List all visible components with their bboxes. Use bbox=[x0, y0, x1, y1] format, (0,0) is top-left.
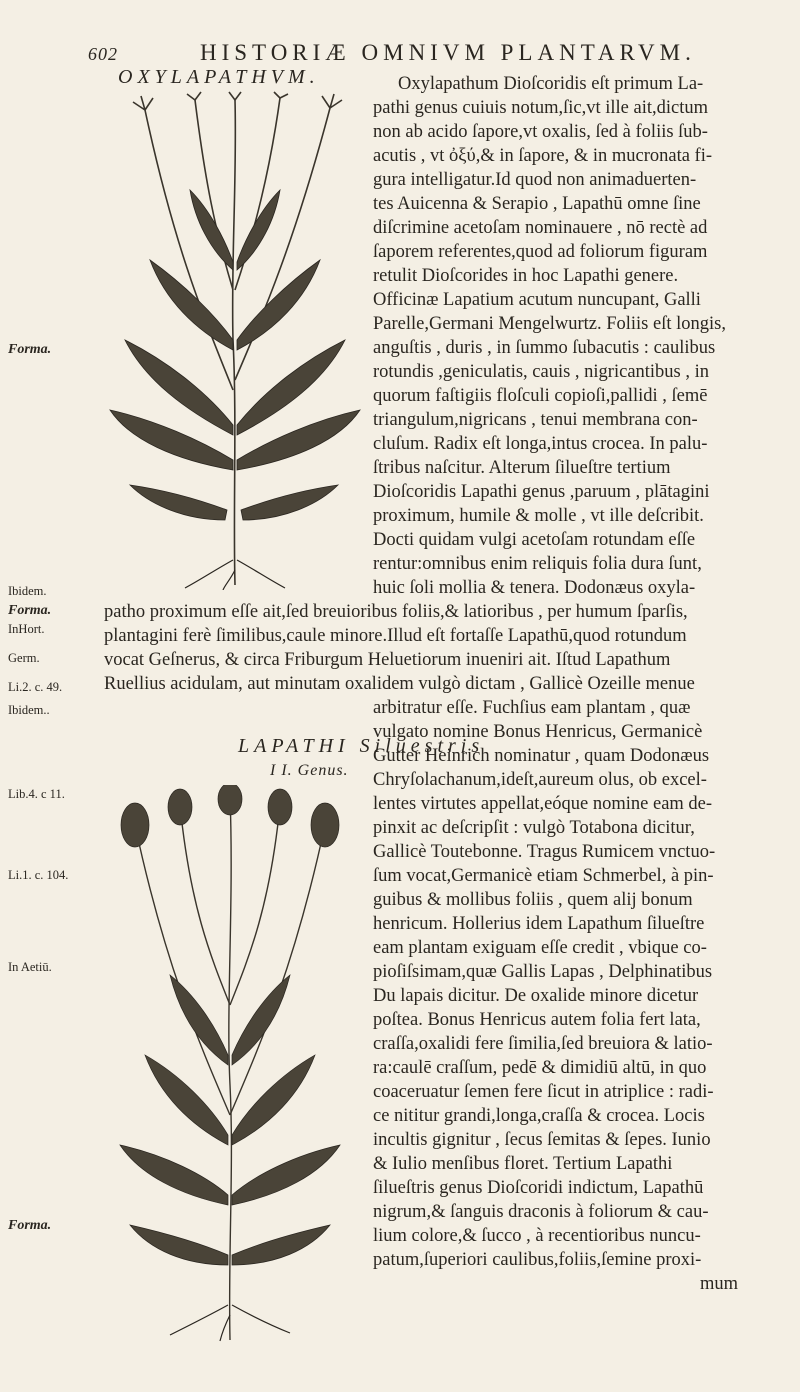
text-line: eam plantam exiguam eſſe credit , vbique co- bbox=[373, 938, 707, 958]
margin-note-forma-1: Forma. bbox=[8, 342, 52, 357]
text-line: arbitratur eſſe. Fuchſius eam plantam , quæ bbox=[373, 698, 691, 718]
text-line: Ruellius acidulam, aut minutam oxalidem vulgò dictam , Gallicè Ozeille menue bbox=[104, 674, 695, 694]
text-line: anguſtis , duris , in ſummo ſubacutis : caulibus bbox=[373, 338, 716, 358]
figure-caption-lapathi: LAPATHI Siluestris bbox=[238, 735, 485, 757]
text-line: Gallicè Toutebonne. Tragus Rumicem vnctuo- bbox=[373, 842, 716, 862]
text-line: Chryſolachanum,ideſt,aureum olus, ob excel- bbox=[373, 770, 707, 790]
margin-note-li1: Li.1. c. 104. bbox=[8, 868, 69, 882]
text-line: retulit Dioſcorides in hoc Lapathi genere. bbox=[373, 266, 679, 286]
margin-note-li2: Li.2. c. 49. bbox=[8, 680, 63, 694]
text-line: & Iulio menſibus floret. Tertium Lapathi bbox=[373, 1154, 673, 1174]
figure-caption-genus: I I. Genus. bbox=[270, 762, 349, 779]
text-line: lentes virtutes appellat,eóque nomine eam de- bbox=[373, 794, 713, 814]
text-line: diſcrimine acetoſam nominauere , nō rectè ad bbox=[373, 218, 708, 238]
text-line: acutis , vt ὀξύ,& in ſapore, & in mucronata fi- bbox=[373, 146, 713, 166]
text-line: ſtribus naſcitur. Alterum ſilueſtre tertium bbox=[373, 458, 671, 478]
text-line: lium colore,& ſucco , à recentioribus nuncu- bbox=[373, 1226, 701, 1246]
text-line: incultis gignitur , ſecus ſemitas & ſepes. Iunio bbox=[373, 1130, 711, 1150]
text-line: cluſum. Radix eſt longa,intus crocea. In palu- bbox=[373, 434, 708, 454]
margin-note-forma-3: Forma. bbox=[8, 1218, 52, 1233]
lapathi-siluestris-woodcut bbox=[110, 785, 350, 1345]
text-line: Dioſcoridis Lapathi genus ,paruum , plātagini bbox=[373, 482, 710, 502]
text-line: craſſa,oxalidi fere ſimilia,ſed breuiora & latio- bbox=[373, 1034, 713, 1054]
text-line: huic ſoli mollia & tenera. Dodonæus oxyla- bbox=[373, 578, 696, 598]
text-line: Gutter Heinrich nominatur , quam Dodonæus bbox=[373, 746, 710, 766]
text-line: guibus & mollibus foliis , quem alij bonum bbox=[373, 890, 693, 910]
text-line: quorum faſtigiis floſculi copioſi,pallidi , ſemē bbox=[373, 386, 708, 406]
running-title: HISTORIÆ OMNIVM PLANTARVM. bbox=[200, 40, 696, 65]
margin-note-lib4: Lib.4. c 11. bbox=[8, 787, 65, 801]
text-line: vocat Geſnerus, & circa Friburgum Heluetiorum inueniri ait. Iſtud Lapathum bbox=[104, 650, 671, 670]
margin-note-ibidem-1: Ibidem. bbox=[8, 584, 47, 598]
text-line: Du lapais dicitur. De oxalide minore dicetur bbox=[373, 986, 699, 1006]
margin-note-inhort: InHort. bbox=[8, 622, 45, 636]
text-line: poſtea. Bonus Henricus autem folia fert lata, bbox=[373, 1010, 701, 1030]
text-line: henricum. Hollerius idem Lapathum ſilueſtre bbox=[373, 914, 705, 934]
text-line: ſilueſtris genus Dioſcoridi indictum, Lapathū bbox=[373, 1178, 704, 1198]
text-line: mum bbox=[700, 1274, 739, 1294]
text-line: patho proximum eſſe ait,ſed breuioribus foliis,& latioribus , per humum ſparſis, bbox=[104, 602, 688, 622]
text-line: Officinæ Lapatium acutum nuncupant, Galli bbox=[373, 290, 701, 310]
text-line: proximum, humile & molle , vt ille deſcribit. bbox=[373, 506, 704, 526]
text-line: ce nititur grandi,longa,craſſa & crocea. Locis bbox=[373, 1106, 705, 1126]
text-line: rotundis ,geniculatis, cauis , nigricantibus , in bbox=[373, 362, 710, 382]
text-line: vulgato nomine Bonus Henricus, Germanicè bbox=[373, 722, 703, 742]
figure-caption-oxylapathum: OXYLAPATHVM. bbox=[118, 66, 320, 88]
text-line: ſum vocat,Germanicè etiam Schmerbel, à pin- bbox=[373, 866, 714, 886]
oxylapathum-woodcut bbox=[105, 90, 365, 590]
text-line: pathi genus cuiuis notum,ſic,vt ille ait,dictum bbox=[373, 98, 709, 118]
text-line: pinxit ac deſcripſit : vulgò Totabona dicitur, bbox=[373, 818, 695, 838]
text-line: plantagini ferè ſimilibus,caule minore.Illud eſt fortaſſe Lapathū,quod rotundum bbox=[104, 626, 687, 646]
margin-note-forma-2: Forma. bbox=[8, 603, 52, 618]
text-line: nigrum,& ſanguis draconis à foliorum & cau- bbox=[373, 1202, 709, 1222]
text-line: gura intelligatur.Id quod non animaduerten- bbox=[373, 170, 697, 190]
text-line: coaceruatur ſemen fere ſicut in atriplice : radi- bbox=[373, 1082, 714, 1102]
margin-note-ibidem-2: Ibidem.. bbox=[8, 703, 50, 717]
margin-note-germ: Germ. bbox=[8, 651, 40, 665]
text-line: pioſiſsimam,quæ Gallis Lapas , Delphinatibus bbox=[373, 962, 713, 982]
text-line: ſaporem referentes,quod ad foliorum figuram bbox=[373, 242, 708, 262]
margin-note-in-aetiu: In Aetiū. bbox=[8, 960, 52, 974]
text-line: ra:caulē craſſum, pedē & dimidiū altū, in quo bbox=[373, 1058, 707, 1078]
text-line: Docti quidam vulgi acetoſam rotundam eſſe bbox=[373, 530, 696, 550]
text-line: triangulum,nigricans , tenui membrana con- bbox=[373, 410, 698, 430]
page-number: 602 bbox=[88, 44, 118, 64]
text-line: non ab acido ſapore,vt oxalis, ſed à foliis ſub- bbox=[373, 122, 708, 142]
text-line: tes Auicenna & Serapio , Lapathū omne ſine bbox=[373, 194, 701, 214]
text-line: patum,ſuperiori caulibus,foliis,ſemine proxi- bbox=[373, 1250, 702, 1270]
text-line: Oxylapathum Dioſcoridis eſt primum La- bbox=[398, 74, 704, 94]
text-line: rentur:omnibus enim reliquis folia dura ſunt, bbox=[373, 554, 702, 574]
text-line: Parelle,Germani Mengelwurtz. Foliis eſt longis, bbox=[373, 314, 726, 334]
